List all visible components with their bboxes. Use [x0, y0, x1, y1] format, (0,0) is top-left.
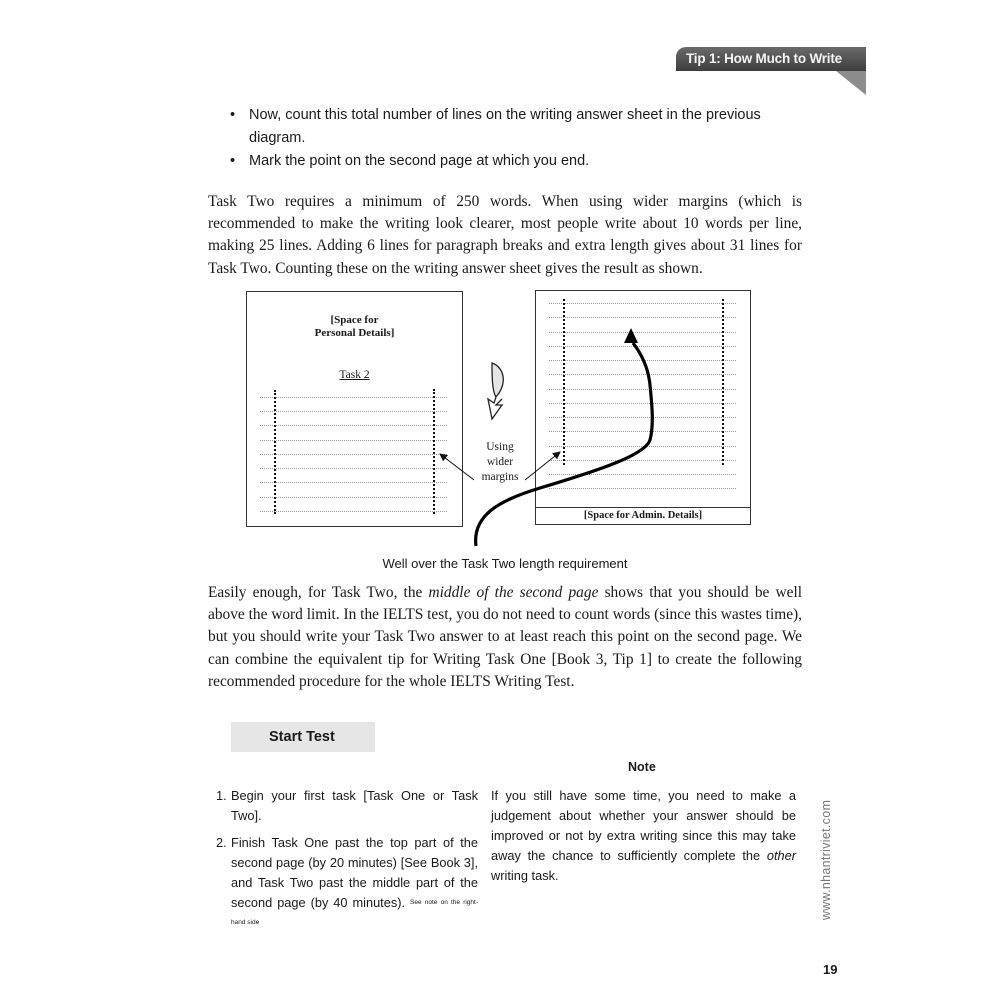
start-test-heading: Start Test — [231, 722, 375, 752]
left-margin-line — [563, 299, 565, 465]
see-note-reference: See note on the right-hand side — [231, 899, 479, 926]
ruled-line — [260, 411, 447, 412]
ruled-line — [549, 360, 736, 361]
ruled-line — [549, 374, 736, 375]
ruled-line — [549, 417, 736, 418]
paragraph-task-two-requirements: Task Two requires a minimum of 250 words. When using wider margins (which is recommended to make the writing look clearer, most people write about 10 words per line, making 25 lines. Adding 6 lines for paragraph breaks and extra length gives about 31 lines for Task Two. Counting these on the writing answer sheet gives the result as shown. — [208, 193, 802, 277]
tip-title-banner: Tip 1: How Much to Write — [676, 47, 866, 71]
ruled-line — [260, 497, 447, 498]
ruled-line — [549, 303, 736, 304]
personal-details-label-line1: [Space for — [330, 314, 379, 326]
ruled-line — [260, 511, 447, 512]
publisher-watermark: www.nhantriviet.com — [819, 799, 833, 921]
note-body: If you still have some time, you need to make a judgement about whether your answer should be improved or not by extra writing since this may take away the chance to sufficiently complete the other writing task. — [491, 788, 796, 883]
ruled-line — [549, 488, 736, 489]
ruled-line — [260, 482, 447, 483]
ruled-line — [260, 454, 447, 455]
task-2-label: Task 2 — [339, 369, 370, 381]
ruled-line — [549, 346, 736, 347]
ruled-line — [549, 446, 736, 447]
admin-details-label: [Space for Admin. Details] — [536, 507, 750, 524]
answer-sheet-page-one — [246, 291, 463, 527]
ruled-line — [549, 332, 736, 333]
diagram-caption: Well over the Task Two length requirement — [382, 556, 628, 571]
page-number: 19 — [823, 962, 838, 977]
left-margin-line — [274, 390, 276, 514]
right-margin-line — [433, 389, 435, 514]
paragraph-middle-of-second-page: Easily enough, for Task Two, the middle of the second page shows that you should be well above the word limit. In the IELTS test, you do not need to count words (since this wastes time), but you should write your Task Two answer to at least reach this point on the second page. We can combine the equivalent tip for Writing Task One [Book 3, Tip 1] to create the following recommended procedure for the whole IELTS Writing Test. — [208, 584, 803, 690]
note-heading: Note — [628, 760, 656, 774]
procedure-step: 1. Begin your first task [Task One or Task Two]. — [216, 788, 478, 823]
procedure-steps — [216, 786, 478, 940]
banner-fold-decoration — [836, 71, 866, 95]
wider-margins-annotation: Using wider margins — [481, 441, 519, 483]
right-margin-line — [722, 299, 724, 465]
procedure-step: 2. Finish Task One past the top part of the second page (by 20 minutes) [See Book 3], and Task Two past the middle part of the second page (by 40 minutes). $^{See note on the right-hand side}$ — [216, 835, 479, 926]
ruled-line — [260, 440, 447, 441]
page-turn-arrow-icon — [482, 361, 512, 433]
ruled-line — [260, 468, 447, 469]
ruled-line — [549, 460, 736, 461]
ruled-line — [549, 431, 736, 432]
bullet-item: • Now, count this total number of lines on the writing answer sheet in the previous diagram. — [230, 104, 790, 150]
instruction-bullets — [230, 104, 790, 173]
ruled-line — [549, 317, 736, 318]
answer-sheet-page-two — [535, 290, 751, 525]
ruled-line — [260, 397, 447, 398]
bullet-item: • Mark the point on the second page at which you end. — [230, 150, 790, 173]
ruled-line — [549, 389, 736, 390]
ruled-line — [549, 403, 736, 404]
ruled-line — [549, 474, 736, 475]
ruled-line — [260, 425, 447, 426]
personal-details-label-line2: Personal Details] — [314, 327, 395, 339]
